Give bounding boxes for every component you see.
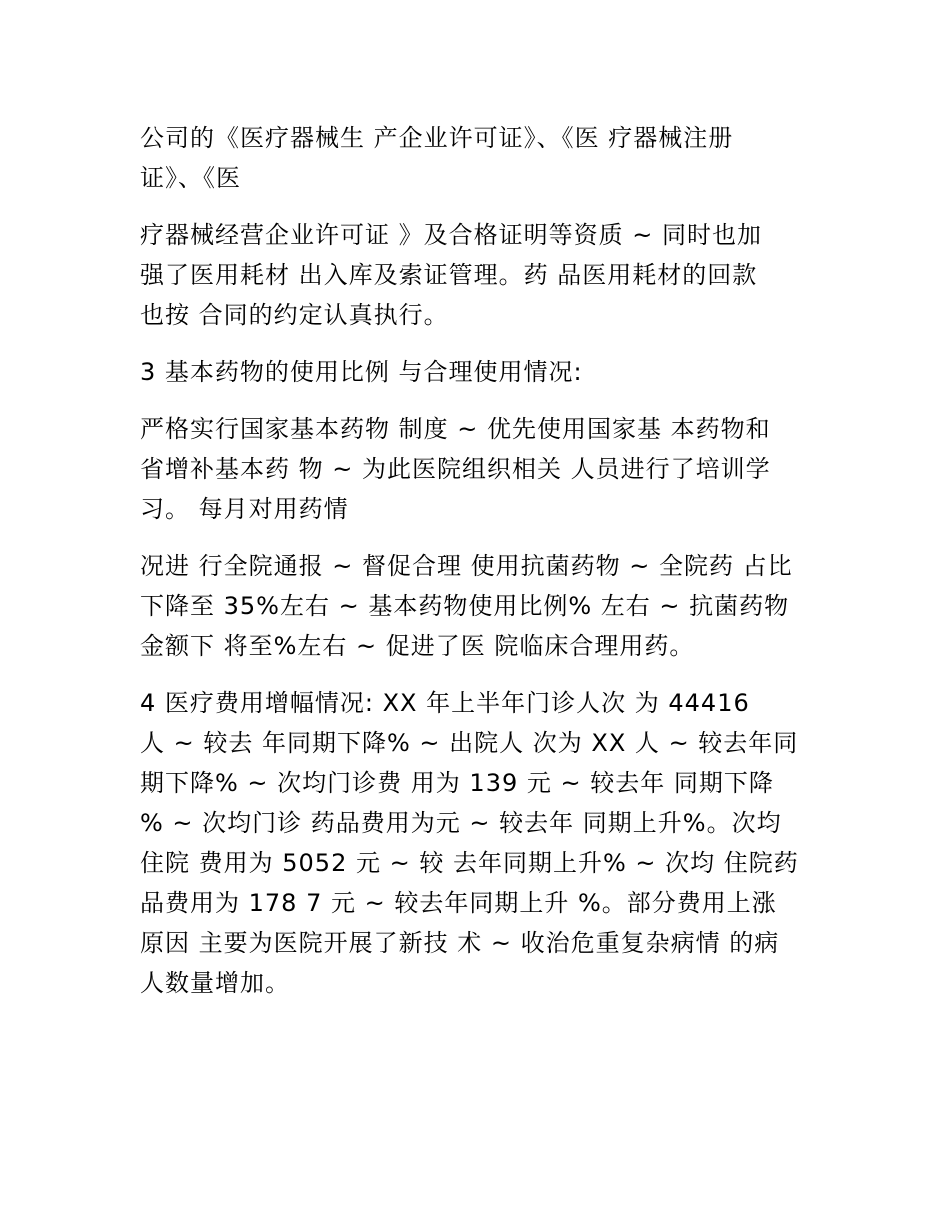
paragraph-drug-ratio (140, 546, 810, 666)
text-line: 4 医疗费用增幅情况: XX 年上半年门诊人次 为 44416 (140, 689, 750, 717)
text-line: 人数量增加。 (140, 969, 290, 997)
text-line: 原因 主要为医院开展了新技 术 ~ 收治危重复杂病情 的病 (140, 929, 780, 957)
paragraph-supply-management (140, 215, 810, 335)
text-line: 期下降% ~ 次均门诊费 用为 139 元 ~ 较去年 同期下降 (140, 769, 774, 797)
text-line: 也按 合同的约定认真执行。 (140, 301, 449, 329)
text-line: 严格实行国家基本药物 制度 ~ 优先使用国家基 本药物和 (140, 415, 771, 443)
text-line: 公司的《医疗器械生 产企业许可证》、《医 疗器械注册 (140, 124, 734, 152)
text-line: 品费用为 178 7 元 ~ 较去年同期上升 %。部分费用上涨 (140, 889, 777, 917)
text-line: 证》、《医 (140, 164, 241, 192)
text-line: 住院 费用为 5052 元 ~ 较 去年同期上升% ~ 次均 住院药 (140, 849, 799, 877)
text-line: 省增补基本药 物 ~ 为此医院组织相关 人员进行了培训学 (140, 455, 771, 483)
text-line: 况进 行全院通报 ~ 督促合理 使用抗菌药物 ~ 全院药 占比 (140, 552, 793, 580)
text-line: 下降至 35%左右 ~ 基本药物使用比例% 左右 ~ 抗菌药物 (140, 592, 790, 620)
section-heading-essential-drugs (140, 352, 810, 392)
paragraph-medical-costs (140, 683, 810, 1003)
text-line: 3 基本药物的使用比例 与合理使用情况: (140, 358, 583, 386)
text-line: % ~ 次均门诊 药品费用为元 ~ 较去年 同期上升%。次均 (140, 809, 782, 837)
text-line: 疗器械经营企业许可证 》及合格证明等资质 ~ 同时也加 (140, 221, 762, 249)
text-line: 强了医用耗材 出入库及索证管理。药 品医用耗材的回款 (140, 261, 758, 289)
text-line: 习。 每月对用药情 (140, 495, 349, 523)
text-line: 金额下 将至%左右 ~ 促进了医 院临床合理用药。 (140, 632, 695, 660)
paragraph-certificates (140, 118, 810, 198)
document-body (140, 118, 810, 1020)
paragraph-drug-policy (140, 409, 810, 529)
text-line: 人 ~ 较去 年同期下降% ~ 出院人 次为 XX 人 ~ 较去年同 (140, 729, 799, 757)
